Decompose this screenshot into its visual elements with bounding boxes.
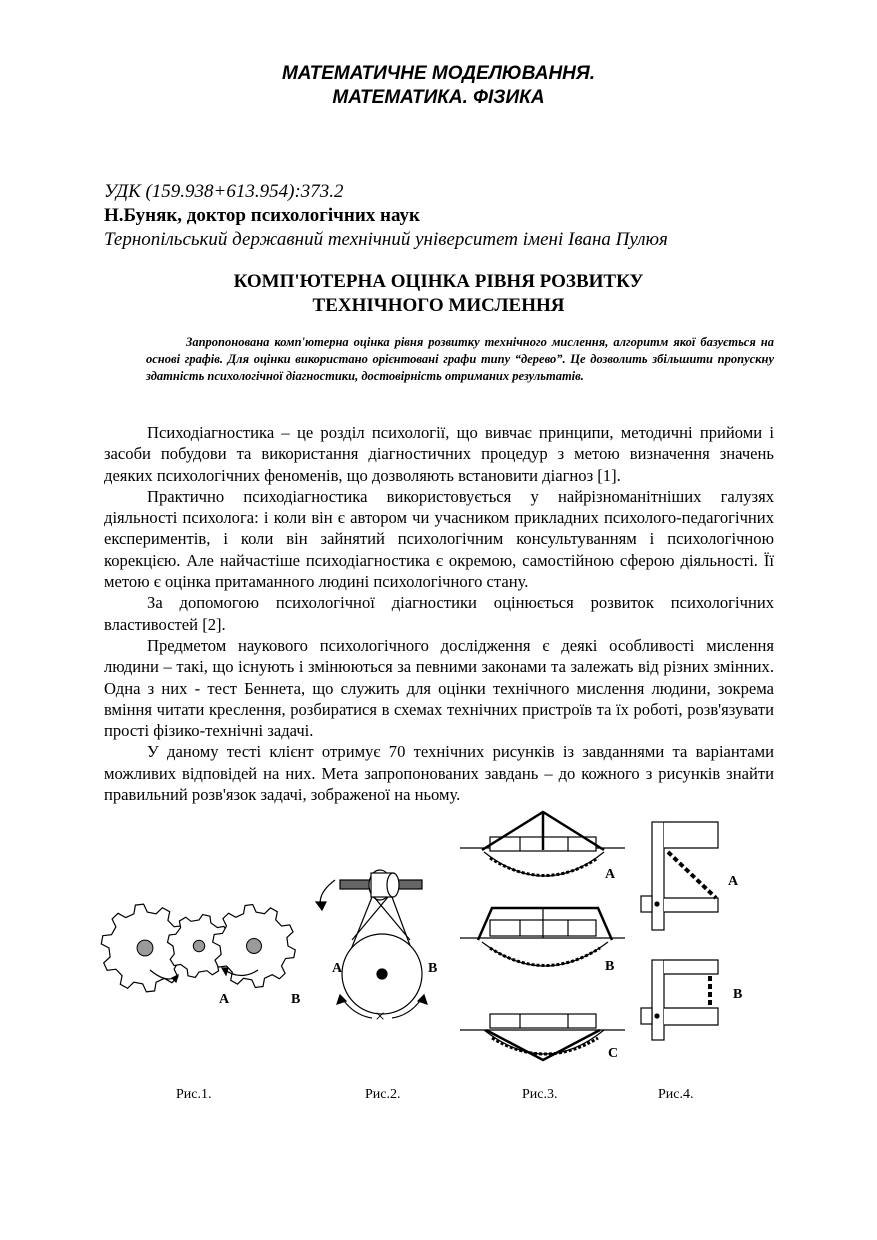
title-line-2: ТЕХНІЧНОГО МИСЛЕННЯ	[312, 295, 565, 316]
udk-code: УДК (159.938+613.954):373.2	[104, 181, 344, 202]
paragraph: Практично психодіагностика використовується у найрізноманітніших галузях діяльності психолога: і коли він є автором чи учасником прикладних психолого-педагогічних експериментів, і коли він зайнятий психологічним консультуванням і психологічною корекцією. Але найчастіше психодіагностика є окремою, самостійною сферою діяльності. Її метою є оцінка притаманного людині психологічного стану.	[104, 486, 774, 592]
gear-hub	[137, 940, 153, 956]
fig2-label-a: A	[332, 961, 343, 976]
fig2-belt-drive-drawing	[316, 870, 427, 1018]
fig4-caption: Рис.4.	[658, 1087, 694, 1102]
paragraph: Предметом наукового психологічного дослідження є деякі особливості мислення людини – такі, що існують і змінюються за певними законами та залежать від різних змінних. Одна з них - тест Беннета, що служить для оцінки технічного мислення людини, зокрема вміння читати креслення, розбиратися в схемах технічних пристроїв та їх роботі, розв'язувати прості фізико-технічні задачі.	[104, 635, 774, 741]
fig1-label-b: B	[291, 992, 301, 1007]
paragraph: Психодіагностика – це розділ психології, що вивчає принципи, методичні прийоми і засоби побудови та використання діагностичних процедур з метою визначення значень деяких психологічних феноменів, що дозволяють встановити діагноз [1].	[104, 423, 774, 485]
fig3-label-a: A	[605, 867, 616, 882]
fig4-bracket-a	[641, 822, 718, 930]
gear-hub	[247, 939, 262, 954]
fig2-label-b: B	[428, 961, 438, 976]
fig3-truss-a	[460, 812, 625, 876]
article-meta	[104, 180, 784, 252]
fig1-label-a: A	[219, 992, 230, 1007]
article-title	[0, 270, 877, 318]
article-body	[104, 422, 774, 805]
fig2-cross-mark: ×	[375, 1006, 386, 1026]
fig3-label-b: B	[605, 959, 615, 974]
fig4-label-a: A	[728, 874, 739, 889]
fig1-gear-set	[101, 904, 295, 992]
fig4-label-b: B	[733, 987, 743, 1002]
section-header-line-2: МАТЕМАТИКА. ФІЗИКА	[332, 87, 545, 108]
affiliation-line: Тернопільський державний технічний університет імені Івана Пулюя	[104, 229, 668, 250]
fig3-truss-b	[460, 908, 625, 966]
fig1-caption: Рис.1.	[176, 1087, 212, 1102]
title-line-1: КОМП'ЮТЕРНА ОЦІНКА РІВНЯ РОЗВИТКУ	[233, 271, 644, 292]
fig3-truss-c	[460, 1014, 625, 1060]
fig3-label-c: C	[608, 1046, 619, 1061]
section-header-line-1: МАТЕМАТИЧНЕ МОДЕЛЮВАННЯ.	[281, 63, 596, 84]
journal-section-header	[0, 62, 877, 110]
fig4-bracket-b	[641, 960, 718, 1040]
abstract: Запропонована комп'ютерна оцінка рівня розвитку технічного мислення, алгоритм якої базується на основі графів. Для оцінки використано орієнтовані графи типу “дерево”. Це дозволить збільшити пропускну здатність психологічної діагностики, достовірність отриманих результатів.	[146, 335, 774, 383]
gear-hub	[193, 940, 204, 951]
paragraph: У даному тесті клієнт отримує 70 технічних рисунків із завданнями та варіантами можливих відповідей на них. Мета запропонованих завдань – до кожного з рисунків знайти правильний розв'язок задачі, зображеної на ньому.	[104, 742, 774, 805]
author-line: Н.Буняк, доктор психологічних наук	[104, 205, 420, 226]
figures-block	[0, 808, 877, 1118]
fig2-caption: Рис.2.	[365, 1087, 401, 1102]
paragraph: За допомогою психологічної діагностики оцінюється розвиток психологічних властивостей [2].	[104, 593, 774, 634]
fig3-caption: Рис.3.	[522, 1087, 558, 1102]
